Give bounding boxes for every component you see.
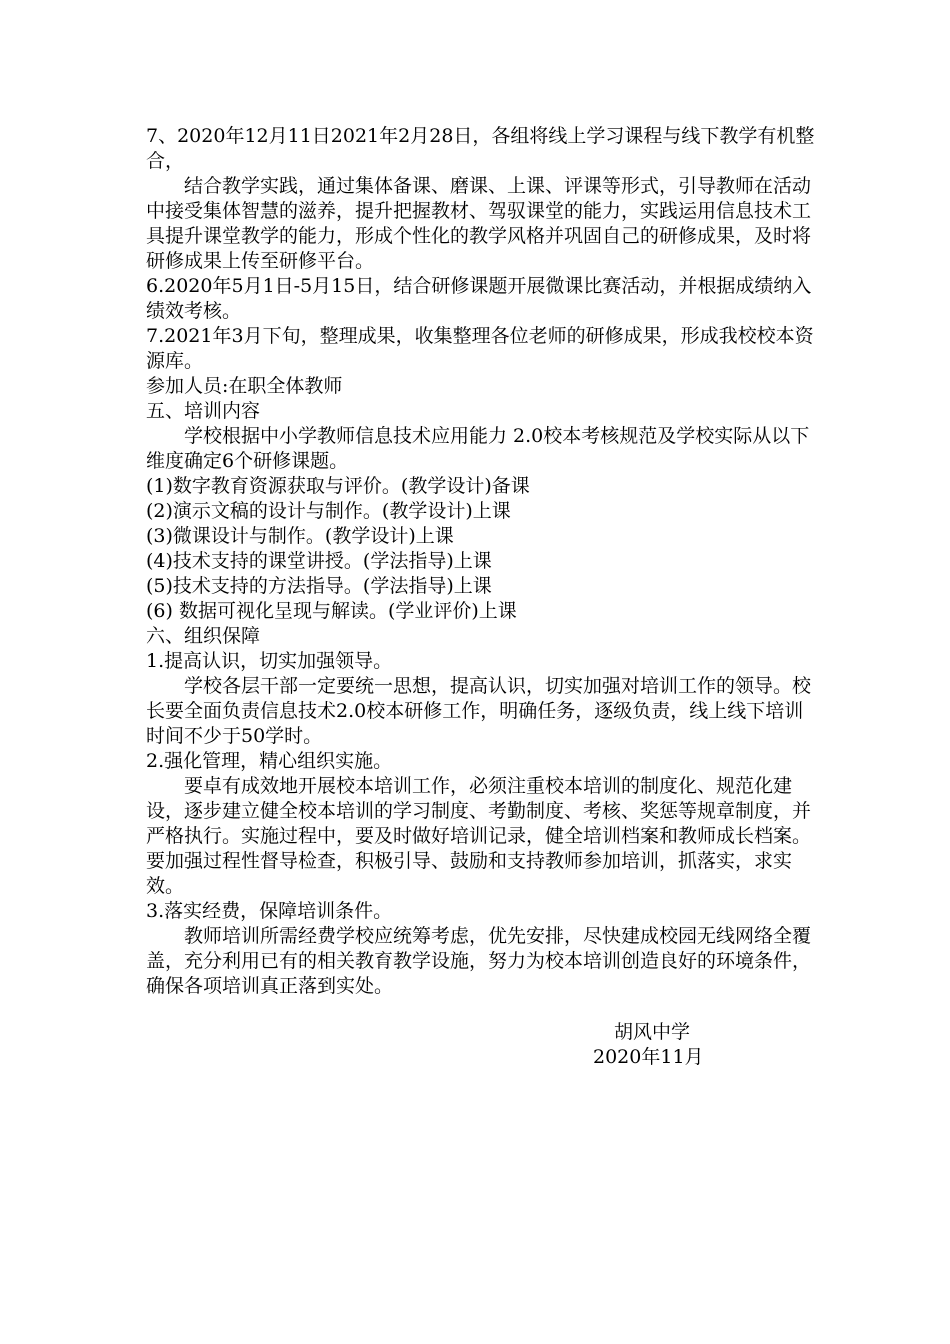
document-paragraph: 7、2020年12月11日2021年2月28日，各组将线上学习课程与线下教学有机整合， [146, 125, 815, 172]
document-paragraph: 3.落实经费，保障培训条件。 [146, 900, 393, 922]
document-paragraph: (3)微课设计与制作。(教学设计)上课 [146, 525, 454, 547]
document-paragraph: 1.提高认识，切实加强领导。 [146, 650, 393, 672]
document-paragraph: 6.2020年5月1日-5月15日，结合研修课题开展微课比赛活动，并根据成绩纳入绩效考核。 [146, 275, 812, 322]
document-paragraph: 学校根据中小学教师信息技术应用能力 2.0校本考核规范及学校实际从以下维度确定6个研修课题。 [146, 425, 810, 472]
document-paragraph: 2.强化管理，精心组织实施。 [146, 750, 393, 772]
signature-date: 2020年11月 [593, 1046, 704, 1068]
signature-organization: 胡风中学 [614, 1021, 691, 1043]
document-paragraph: 学校各层干部一定要统一思想，提高认识，切实加强对培训工作的领导。校长要全面负责信息技术2.0校本研修工作，明确任务，逐级负责，线上线下培训时间不少于50学时。 [146, 675, 812, 747]
document-paragraph: 六、组织保障 [146, 625, 261, 647]
document-paragraph: 要卓有成效地开展校本培训工作，必须注重校本培训的制度化、规范化建设，逐步建立健全校本培训的学习制度、考勤制度、考核、奖惩等规章制度，并严格执行。实施过程中，要及时做好培训记录，健全培训档案和教师成长档案。要加强过程性督导检查，积极引导、鼓励和支持教师参加培训，抓落实，求实效。 [146, 775, 812, 897]
document-paragraph: (2)演示文稿的设计与制作。(教学设计)上课 [146, 500, 511, 522]
document-paragraph: (4)技术支持的课堂讲授。(学法指导)上课 [146, 550, 492, 572]
document-paragraph: 结合教学实践，通过集体备课、磨课、上课、评课等形式，引导教师在活动中接受集体智慧的滋养，提升把握教材、驾驭课堂的能力，实践运用信息技术工具提升课堂教学的能力，形成个性化的教学风格并巩固自己的研修成果，及时将研修成果上传至研修平台。 [146, 175, 812, 272]
document-paragraph: (5)技术支持的方法指导。(学法指导)上课 [146, 575, 492, 597]
document-paragraph: (6) 数据可视化呈现与解读。(学业评价)上课 [146, 600, 517, 622]
document-body [146, 124, 816, 999]
document-paragraph: 7.2021年3月下旬，整理成果，收集整理各位老师的研修成果，形成我校校本资源库。 [146, 325, 814, 372]
document-paragraph: (1)数字教育资源获取与评价。(教学设计)备课 [146, 475, 530, 497]
document-paragraph: 五、培训内容 [146, 400, 261, 422]
document-paragraph: 参加人员:在职全体教师 [146, 375, 343, 397]
document-paragraph: 教师培训所需经费学校应统筹考虑，优先安排，尽快建成校园无线网络全覆盖，充分利用已有的相关教育教学设施，努力为校本培训创造良好的环境条件，确保各项培训真正落到实处。 [146, 925, 812, 997]
